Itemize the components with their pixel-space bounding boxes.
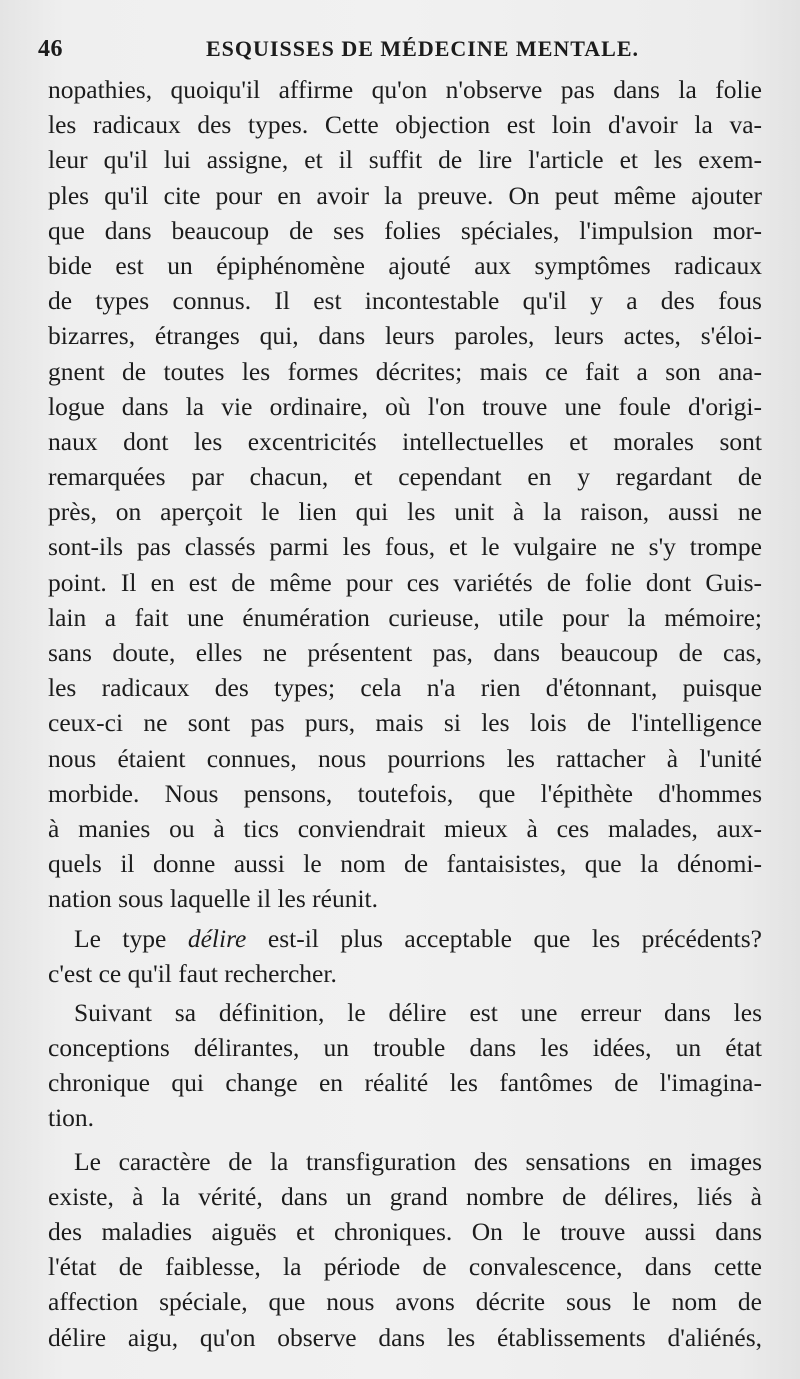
text-line: conceptions délirantes, un trouble dans les idées, un état [48,1033,762,1063]
paragraph-3 [48,995,762,1136]
text-line: que dans beaucoup de ses folies spéciales, l'impulsion mor- [48,215,762,245]
text-line: gnent de toutes les formes décrites; mais ce fait a son ana- [48,356,762,386]
text-run: Le type [74,923,188,953]
page-number: 46 [38,36,63,62]
page-header [38,36,760,66]
text-line: ceux-ci ne sont pas purs, mais si les lois de l'intelligence [48,708,762,738]
text-line: délire aigu, qu'on observe dans les établissements d'aliénés, [48,1322,762,1352]
paragraph-1 [48,72,762,917]
text-line: affection spéciale, que nous avons décrite sous le nom de [48,1287,762,1317]
text-line: tion. [48,1103,95,1133]
text-line: quels il donne aussi le nom de fantaisistes, que la dénomi- [48,849,762,879]
text-line: nation sous laquelle il les réunit. [48,884,379,914]
body-text [48,72,762,1355]
text-run: est-il plus acceptable que les précédents? [246,923,762,953]
paragraph-2 [48,921,762,991]
text-line: de types connus. Il est incontestable qu'il y a des fous [48,286,762,316]
text-line: nous étaient connues, nous pourrions les rattacher à l'unité [48,743,762,773]
text-line: remarquées par chacun, et cependant en y regardant de [48,462,762,492]
text-line: lain a fait une énumération curieuse, utile pour la mémoire; [48,602,762,632]
text-line: sont-ils pas classés parmi les fous, et le vulgaire ne s'y trompe [48,532,762,562]
text-line: les radicaux des types. Cette objection est loin d'avoir la va- [48,110,762,140]
text-line: point. Il en est de même pour ces variétés de folie dont Guis- [48,567,762,597]
text-line: les radicaux des types; cela n'a rien d'étonnant, puisque [48,673,762,703]
text-line: Suivant sa définition, le délire est une erreur dans les [74,997,762,1027]
text-line: existe, à la vérité, dans un grand nombre de délires, liés à [48,1181,762,1211]
text-line: leur qu'il lui assigne, et il suffit de lire l'article et les exem- [48,145,762,175]
text-line: l'état de faiblesse, la période de convalescence, dans cette [48,1252,762,1282]
text-line: à manies ou à tics conviendrait mieux à ces malades, aux- [48,813,762,843]
text-line: Le caractère de la transfiguration des sensations en images [74,1146,762,1176]
text-line: des maladies aiguës et chroniques. On le trouve aussi dans [48,1217,762,1246]
text-line: c'est ce qu'il faut rechercher. [48,958,337,988]
text-line: nopathies, quoiqu'il affirme qu'on n'observe pas dans la folie [48,75,762,104]
text-line: naux dont les excentricités intellectuelles et morales sont [48,426,762,456]
italic-term: délire [187,923,247,953]
text-line: chronique qui change en réalité les fantômes de l'imagina- [48,1068,762,1098]
text-line: près, on aperçoit le lien qui les unit à la raison, aussi ne [48,497,762,527]
text-line: logue dans la vie ordinaire, où l'on trouve une foule d'origi- [48,391,762,421]
running-title: ESQUISSES DE MÉDECINE MENTALE. [206,36,640,61]
text-line: bizarres, étranges qui, dans leurs paroles, leurs actes, s'éloi- [48,321,762,351]
text-line [48,921,762,956]
text-line: sans doute, elles ne présentent pas, dans beaucoup de cas, [48,638,762,667]
paragraph-4 [48,1144,762,1355]
text-line: ples qu'il cite pour en avoir la preuve. On peut même ajouter [48,180,762,210]
text-line: bide est un épiphénomène ajouté aux symptômes radicaux [48,250,762,280]
text-line: morbide. Nous pensons, toutefois, que l'épithète d'hommes [48,778,762,808]
